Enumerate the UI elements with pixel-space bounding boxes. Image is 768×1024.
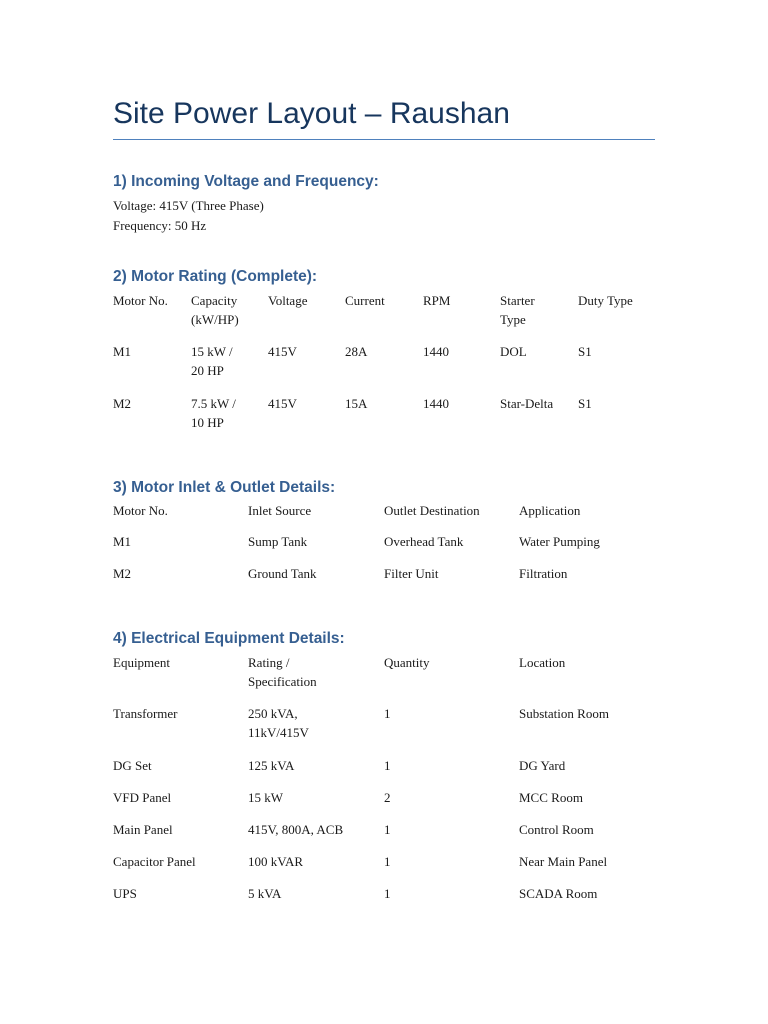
equipment-cell: 1: [384, 706, 391, 721]
voltage-line: Voltage: 415V (Three Phase): [113, 198, 264, 213]
equipment-cell: DG Yard: [519, 758, 566, 773]
page-title: Site Power Layout – Raushan: [113, 97, 510, 130]
equipment-header-cell: Quantity: [384, 655, 430, 670]
equipment-cell: SCADA Room: [519, 886, 598, 901]
equipment-cell: 15 kW: [248, 790, 284, 805]
motor-rating-cell: 15 kW /: [191, 344, 233, 359]
equipment-cell: 1: [384, 822, 391, 837]
motor-rating-cell: 415V: [268, 396, 297, 411]
motor-rating-cell: 10 HP: [191, 415, 224, 430]
motor-rating-cell: 15A: [345, 396, 368, 411]
equipment-cell: 250 kVA,: [248, 706, 298, 721]
equipment-cell: Capacitor Panel: [113, 854, 196, 869]
frequency-line: Frequency: 50 Hz: [113, 218, 207, 233]
motor-rating-header-cell: (kW/HP): [191, 312, 239, 327]
section-heading-motor-inlet-outlet: 3) Motor Inlet & Outlet Details:: [113, 479, 336, 496]
equipment-cell: 11kV/415V: [248, 725, 309, 740]
motor-rating-header-cell: Current: [345, 293, 385, 308]
motor-rating-header-cell: Voltage: [268, 293, 308, 308]
equipment-cell: 415V, 800A, ACB: [248, 822, 344, 837]
equipment-cell: MCC Room: [519, 790, 583, 805]
equipment-cell: Near Main Panel: [519, 854, 608, 869]
equipment-cell: Main Panel: [113, 822, 173, 837]
inlet-outlet-header-cell: Application: [519, 503, 581, 518]
equipment-cell: 5 kVA: [248, 886, 282, 901]
motor-rating-cell: Star-Delta: [500, 396, 554, 411]
equipment-cell: 1: [384, 854, 391, 869]
motor-rating-header-cell: Type: [500, 312, 526, 327]
inlet-outlet-cell: Sump Tank: [248, 534, 308, 549]
equipment-cell: Control Room: [519, 822, 594, 837]
motor-rating-header-cell: Capacity: [191, 293, 238, 308]
inlet-outlet-header-cell: Outlet Destination: [384, 503, 480, 518]
inlet-outlet-cell: Water Pumping: [519, 534, 600, 549]
equipment-cell: 1: [384, 758, 391, 773]
motor-rating-cell: M2: [113, 396, 132, 411]
equipment-header-cell: Rating /: [248, 655, 290, 670]
inlet-outlet-cell: Overhead Tank: [384, 534, 464, 549]
motor-rating-header-cell: Motor No.: [113, 293, 168, 308]
equipment-header-cell: Location: [519, 655, 566, 670]
inlet-outlet-header-cell: Motor No.: [113, 503, 168, 518]
motor-rating-cell: S1: [578, 396, 592, 411]
motor-rating-cell: 28A: [345, 344, 368, 359]
inlet-outlet-cell: Filtration: [519, 566, 568, 581]
inlet-outlet-header-cell: Inlet Source: [248, 503, 312, 518]
motor-rating-cell: 1440: [423, 344, 449, 359]
motor-rating-cell: S1: [578, 344, 592, 359]
section-heading-motor-rating: 2) Motor Rating (Complete):: [113, 268, 318, 285]
inlet-outlet-cell: Ground Tank: [248, 566, 317, 581]
motor-rating-header-cell: Starter: [500, 293, 535, 308]
inlet-outlet-cell: Filter Unit: [384, 566, 439, 581]
equipment-cell: 2: [384, 790, 391, 805]
motor-rating-header-cell: RPM: [423, 293, 451, 308]
section-heading-incoming-voltage: 1) Incoming Voltage and Frequency:: [113, 173, 379, 190]
equipment-cell: Substation Room: [519, 706, 609, 721]
equipment-cell: Transformer: [113, 706, 178, 721]
motor-rating-cell: M1: [113, 344, 132, 359]
motor-rating-cell: DOL: [500, 344, 527, 359]
equipment-cell: UPS: [113, 886, 137, 901]
motor-rating-cell: 1440: [423, 396, 449, 411]
equipment-header-cell: Equipment: [113, 655, 171, 670]
motor-rating-header-cell: Duty Type: [578, 293, 633, 308]
equipment-cell: 125 kVA: [248, 758, 295, 773]
inlet-outlet-cell: M1: [113, 534, 132, 549]
equipment-header-cell: Specification: [248, 674, 317, 689]
equipment-cell: 100 kVAR: [248, 854, 304, 869]
motor-rating-cell: 415V: [268, 344, 297, 359]
equipment-cell: DG Set: [113, 758, 152, 773]
motor-rating-cell: 7.5 kW /: [191, 396, 236, 411]
section-heading-electrical-equipment: 4) Electrical Equipment Details:: [113, 630, 345, 647]
equipment-cell: VFD Panel: [113, 790, 172, 805]
motor-rating-cell: 20 HP: [191, 363, 224, 378]
inlet-outlet-cell: M2: [113, 566, 132, 581]
title-underline: [113, 139, 655, 140]
equipment-cell: 1: [384, 886, 391, 901]
